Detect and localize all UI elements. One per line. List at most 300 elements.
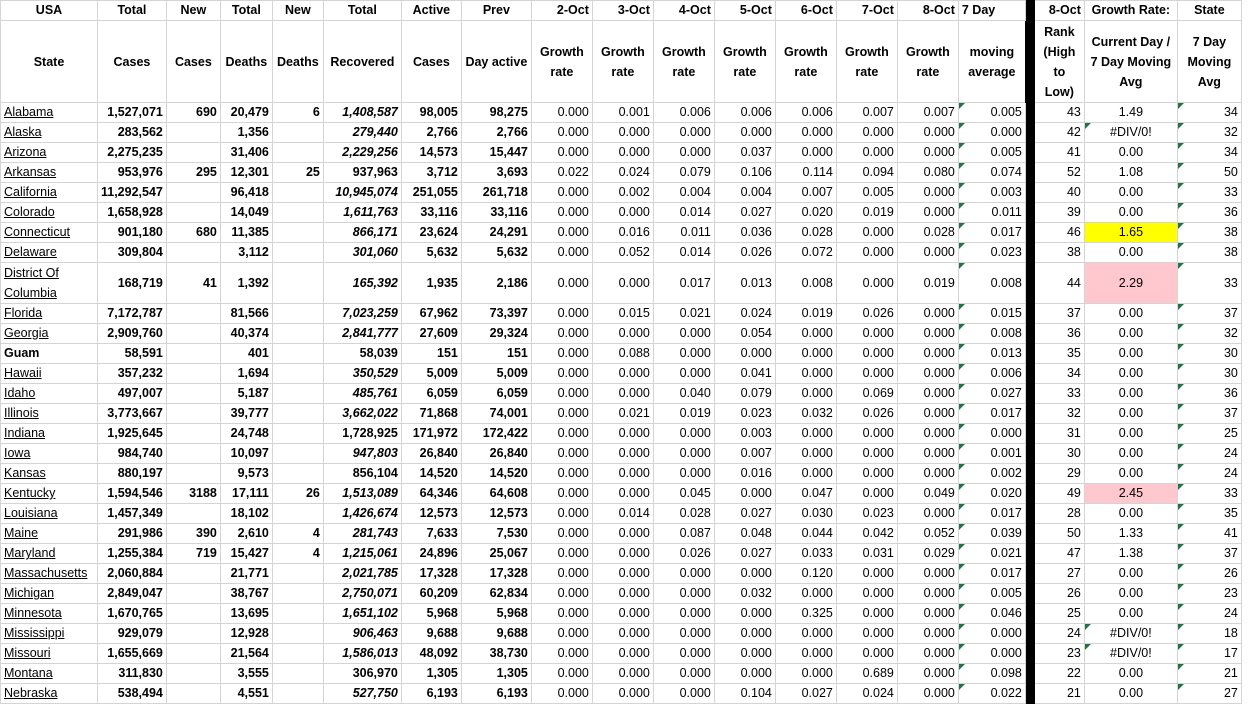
new-cases-cell[interactable]: 41 xyxy=(166,263,220,304)
growth-rate-cell[interactable]: 0.000 xyxy=(714,604,775,624)
growth-rate-cell[interactable]: 0.004 xyxy=(653,183,714,203)
header-cell[interactable]: 7 Day xyxy=(958,1,1025,21)
state-name[interactable]: Maryland xyxy=(4,546,56,560)
new-cases-cell[interactable]: 295 xyxy=(166,163,220,183)
growth-ratio-cell[interactable]: 0.00 xyxy=(1084,143,1177,163)
growth-rate-cell[interactable]: 0.106 xyxy=(714,163,775,183)
rank-cell[interactable]: 42 xyxy=(1034,123,1084,143)
growth-rate-cell[interactable]: 0.023 xyxy=(836,504,897,524)
state-7day-avg-cell[interactable]: 38 xyxy=(1177,223,1241,243)
growth-rate-cell[interactable]: 0.000 xyxy=(897,143,958,163)
growth-rate-cell[interactable]: 0.007 xyxy=(897,103,958,123)
growth-rate-cell[interactable]: 0.000 xyxy=(531,103,592,123)
growth-rate-cell[interactable]: 0.042 xyxy=(836,524,897,544)
total-deaths-cell[interactable]: 3,112 xyxy=(220,243,272,263)
header-cell[interactable]: State xyxy=(1,21,98,103)
recovered-cell[interactable]: 856,104 xyxy=(323,464,401,484)
growth-rate-cell[interactable]: 0.000 xyxy=(897,424,958,444)
state-name[interactable]: Mississippi xyxy=(4,626,65,640)
rank-cell[interactable]: 23 xyxy=(1034,644,1084,664)
state-7day-avg-cell[interactable]: 37 xyxy=(1177,304,1241,324)
growth-rate-cell[interactable]: 0.000 xyxy=(592,684,653,704)
growth-rate-cell[interactable]: 0.027 xyxy=(714,203,775,223)
growth-rate-cell[interactable]: 0.000 xyxy=(592,524,653,544)
growth-rate-cell[interactable]: 0.000 xyxy=(836,564,897,584)
growth-ratio-cell[interactable]: 1.49 xyxy=(1084,103,1177,123)
growth-rate-cell[interactable]: 0.036 xyxy=(714,223,775,243)
header-cell[interactable]: 4-Oct xyxy=(653,1,714,21)
rank-cell[interactable]: 39 xyxy=(1034,203,1084,223)
recovered-cell[interactable]: 281,743 xyxy=(323,524,401,544)
recovered-cell[interactable]: 350,529 xyxy=(323,364,401,384)
rank-cell[interactable]: 44 xyxy=(1034,263,1084,304)
state-link[interactable] xyxy=(1,163,98,183)
new-cases-cell[interactable] xyxy=(166,644,220,664)
state-7day-avg-cell[interactable]: 33 xyxy=(1177,484,1241,504)
growth-rate-cell[interactable]: 0.032 xyxy=(775,404,836,424)
growth-rate-cell[interactable]: 0.002 xyxy=(592,183,653,203)
moving-average-cell[interactable]: 0.039 xyxy=(958,524,1025,544)
new-deaths-cell[interactable]: 4 xyxy=(272,544,323,564)
growth-rate-cell[interactable]: 0.000 xyxy=(897,664,958,684)
header-cell[interactable]: USA xyxy=(1,1,98,21)
growth-rate-cell[interactable]: 0.048 xyxy=(714,524,775,544)
active-cases-cell[interactable]: 14,520 xyxy=(401,464,461,484)
state-link[interactable] xyxy=(1,464,98,484)
growth-rate-cell[interactable]: 0.017 xyxy=(653,263,714,304)
state-7day-avg-cell[interactable]: 21 xyxy=(1177,664,1241,684)
growth-rate-cell[interactable]: 0.019 xyxy=(836,203,897,223)
state-7day-avg-cell[interactable]: 33 xyxy=(1177,263,1241,304)
total-deaths-cell[interactable]: 15,427 xyxy=(220,544,272,564)
growth-rate-cell[interactable]: 0.026 xyxy=(714,243,775,263)
growth-rate-cell[interactable]: 0.006 xyxy=(775,103,836,123)
active-cases-cell[interactable]: 6,059 xyxy=(401,384,461,404)
growth-rate-cell[interactable]: 0.000 xyxy=(653,584,714,604)
prev-day-active-cell[interactable]: 26,840 xyxy=(461,444,531,464)
growth-rate-cell[interactable]: 0.013 xyxy=(714,263,775,304)
state-name[interactable]: California xyxy=(4,185,57,199)
state-7day-avg-cell[interactable]: 34 xyxy=(1177,103,1241,123)
state-link[interactable] xyxy=(1,263,98,304)
growth-ratio-cell[interactable]: 0.00 xyxy=(1084,243,1177,263)
recovered-cell[interactable]: 2,841,777 xyxy=(323,324,401,344)
moving-average-cell[interactable]: 0.003 xyxy=(958,183,1025,203)
rank-cell[interactable]: 47 xyxy=(1034,544,1084,564)
state-7day-avg-cell[interactable]: 32 xyxy=(1177,123,1241,143)
new-deaths-cell[interactable] xyxy=(272,203,323,223)
growth-ratio-cell[interactable]: 1.08 xyxy=(1084,163,1177,183)
state-link[interactable] xyxy=(1,604,98,624)
moving-average-cell[interactable]: 0.020 xyxy=(958,484,1025,504)
growth-rate-cell[interactable]: 0.024 xyxy=(592,163,653,183)
growth-rate-cell[interactable]: 0.000 xyxy=(592,384,653,404)
total-deaths-cell[interactable]: 1,694 xyxy=(220,364,272,384)
growth-ratio-cell[interactable]: 0.00 xyxy=(1084,384,1177,404)
prev-day-active-cell[interactable]: 12,573 xyxy=(461,504,531,524)
growth-rate-cell[interactable]: 0.040 xyxy=(653,384,714,404)
active-cases-cell[interactable]: 1,305 xyxy=(401,664,461,684)
recovered-cell[interactable]: 1,611,763 xyxy=(323,203,401,223)
recovered-cell[interactable]: 1,513,089 xyxy=(323,484,401,504)
growth-rate-cell[interactable]: 0.000 xyxy=(531,584,592,604)
header-cell[interactable]: State xyxy=(1177,1,1241,21)
growth-rate-cell[interactable]: 0.019 xyxy=(897,263,958,304)
growth-rate-cell[interactable]: 0.000 xyxy=(592,424,653,444)
recovered-cell[interactable]: 165,392 xyxy=(323,263,401,304)
total-cases-cell[interactable]: 538,494 xyxy=(98,684,167,704)
moving-average-cell[interactable]: 0.005 xyxy=(958,143,1025,163)
total-deaths-cell[interactable]: 5,187 xyxy=(220,384,272,404)
total-cases-cell[interactable]: 1,527,071 xyxy=(98,103,167,123)
header-cell[interactable]: Growth Rate: xyxy=(1084,1,1177,21)
growth-rate-cell[interactable]: 0.000 xyxy=(531,203,592,223)
state-name[interactable]: Kansas xyxy=(4,466,46,480)
state-name[interactable]: Delaware xyxy=(4,245,57,259)
growth-rate-cell[interactable]: 0.000 xyxy=(653,324,714,344)
active-cases-cell[interactable]: 98,005 xyxy=(401,103,461,123)
total-deaths-cell[interactable]: 24,748 xyxy=(220,424,272,444)
header-cell[interactable]: 3-Oct xyxy=(592,1,653,21)
moving-average-cell[interactable]: 0.000 xyxy=(958,644,1025,664)
moving-average-cell[interactable]: 0.000 xyxy=(958,123,1025,143)
header-cell[interactable]: Growth rate xyxy=(897,21,958,103)
growth-rate-cell[interactable]: 0.000 xyxy=(531,123,592,143)
growth-ratio-cell[interactable]: 0.00 xyxy=(1084,504,1177,524)
growth-rate-cell[interactable]: 0.000 xyxy=(775,624,836,644)
state-name[interactable]: Idaho xyxy=(4,386,36,400)
header-cell[interactable]: New xyxy=(272,1,323,21)
total-cases-cell[interactable]: 309,804 xyxy=(98,243,167,263)
state-name[interactable]: Florida xyxy=(4,306,43,320)
state-link[interactable] xyxy=(1,624,98,644)
growth-rate-cell[interactable]: 0.000 xyxy=(592,203,653,223)
new-cases-cell[interactable] xyxy=(166,424,220,444)
total-cases-cell[interactable]: 2,275,235 xyxy=(98,143,167,163)
total-cases-cell[interactable]: 880,197 xyxy=(98,464,167,484)
total-deaths-cell[interactable]: 20,479 xyxy=(220,103,272,123)
moving-average-cell[interactable]: 0.005 xyxy=(958,584,1025,604)
growth-rate-cell[interactable]: 0.000 xyxy=(653,444,714,464)
growth-rate-cell[interactable]: 0.000 xyxy=(897,504,958,524)
growth-rate-cell[interactable]: 0.000 xyxy=(653,344,714,364)
state-7day-avg-cell[interactable]: 41 xyxy=(1177,524,1241,544)
total-cases-cell[interactable]: 1,457,349 xyxy=(98,504,167,524)
new-deaths-cell[interactable] xyxy=(272,223,323,243)
growth-rate-cell[interactable]: 0.000 xyxy=(897,564,958,584)
rank-cell[interactable]: 28 xyxy=(1034,504,1084,524)
growth-rate-cell[interactable]: 0.000 xyxy=(897,364,958,384)
growth-rate-cell[interactable]: 0.000 xyxy=(592,484,653,504)
moving-average-cell[interactable]: 0.017 xyxy=(958,223,1025,243)
state-link[interactable] xyxy=(1,223,98,243)
new-cases-cell[interactable] xyxy=(166,364,220,384)
header-cell[interactable]: 8-Oct xyxy=(897,1,958,21)
growth-rate-cell[interactable]: 0.088 xyxy=(592,344,653,364)
new-cases-cell[interactable] xyxy=(166,324,220,344)
state-name[interactable]: Colorado xyxy=(4,205,55,219)
growth-rate-cell[interactable]: 0.026 xyxy=(836,404,897,424)
header-cell[interactable]: 7-Oct xyxy=(836,1,897,21)
growth-ratio-cell[interactable]: 0.00 xyxy=(1084,404,1177,424)
growth-rate-cell[interactable]: 0.024 xyxy=(836,684,897,704)
growth-rate-cell[interactable]: 0.000 xyxy=(897,123,958,143)
state-name[interactable]: Arizona xyxy=(4,145,47,159)
total-deaths-cell[interactable]: 12,301 xyxy=(220,163,272,183)
growth-rate-cell[interactable]: 0.007 xyxy=(775,183,836,203)
state-link[interactable] xyxy=(1,243,98,263)
rank-cell[interactable]: 49 xyxy=(1034,484,1084,504)
recovered-cell[interactable]: 2,750,071 xyxy=(323,584,401,604)
growth-rate-cell[interactable]: 0.000 xyxy=(592,143,653,163)
new-deaths-cell[interactable] xyxy=(272,344,323,364)
header-cell[interactable]: Growth rate xyxy=(592,21,653,103)
header-cell[interactable]: Growth rate xyxy=(714,21,775,103)
new-cases-cell[interactable] xyxy=(166,404,220,424)
growth-rate-cell[interactable]: 0.000 xyxy=(775,344,836,364)
growth-rate-cell[interactable]: 0.000 xyxy=(653,364,714,384)
growth-rate-cell[interactable]: 0.000 xyxy=(836,484,897,504)
state-7day-avg-cell[interactable]: 30 xyxy=(1177,344,1241,364)
state-7day-avg-cell[interactable]: 18 xyxy=(1177,624,1241,644)
growth-rate-cell[interactable]: 0.052 xyxy=(897,524,958,544)
moving-average-cell[interactable]: 0.023 xyxy=(958,243,1025,263)
growth-rate-cell[interactable]: 0.000 xyxy=(836,223,897,243)
state-name[interactable]: Iowa xyxy=(4,446,31,460)
growth-rate-cell[interactable]: 0.000 xyxy=(531,504,592,524)
state-name[interactable]: Kentucky xyxy=(4,486,56,500)
growth-rate-cell[interactable]: 0.000 xyxy=(897,644,958,664)
rank-cell[interactable]: 33 xyxy=(1034,384,1084,404)
growth-rate-cell[interactable]: 0.047 xyxy=(775,484,836,504)
growth-rate-cell[interactable]: 0.000 xyxy=(592,584,653,604)
moving-average-cell[interactable]: 0.017 xyxy=(958,504,1025,524)
rank-cell[interactable]: 25 xyxy=(1034,604,1084,624)
state-link[interactable] xyxy=(1,564,98,584)
growth-rate-cell[interactable]: 0.000 xyxy=(592,604,653,624)
header-cell[interactable]: Growth rate xyxy=(836,21,897,103)
growth-rate-cell[interactable]: 0.021 xyxy=(592,404,653,424)
active-cases-cell[interactable]: 64,346 xyxy=(401,484,461,504)
new-cases-cell[interactable] xyxy=(166,304,220,324)
header-cell[interactable]: Prev xyxy=(461,1,531,21)
growth-rate-cell[interactable]: 0.000 xyxy=(592,624,653,644)
active-cases-cell[interactable]: 71,868 xyxy=(401,404,461,424)
header-cell[interactable]: Total xyxy=(98,1,167,21)
active-cases-cell[interactable]: 24,896 xyxy=(401,544,461,564)
recovered-cell[interactable]: 866,171 xyxy=(323,223,401,243)
prev-day-active-cell[interactable]: 6,193 xyxy=(461,684,531,704)
header-cell[interactable]: Recovered xyxy=(323,21,401,103)
total-cases-cell[interactable]: 1,255,384 xyxy=(98,544,167,564)
growth-rate-cell[interactable]: 0.000 xyxy=(836,143,897,163)
total-deaths-cell[interactable]: 4,551 xyxy=(220,684,272,704)
growth-rate-cell[interactable]: 0.000 xyxy=(897,624,958,644)
total-cases-cell[interactable]: 1,925,645 xyxy=(98,424,167,444)
growth-rate-cell[interactable]: 0.072 xyxy=(775,243,836,263)
rank-cell[interactable]: 30 xyxy=(1034,444,1084,464)
active-cases-cell[interactable]: 251,055 xyxy=(401,183,461,203)
state-7day-avg-cell[interactable]: 24 xyxy=(1177,444,1241,464)
new-cases-cell[interactable] xyxy=(166,584,220,604)
prev-day-active-cell[interactable]: 5,968 xyxy=(461,604,531,624)
state-7day-avg-cell[interactable]: 38 xyxy=(1177,243,1241,263)
growth-rate-cell[interactable]: 0.001 xyxy=(592,103,653,123)
new-deaths-cell[interactable] xyxy=(272,404,323,424)
new-deaths-cell[interactable] xyxy=(272,183,323,203)
rank-cell[interactable]: 24 xyxy=(1034,624,1084,644)
growth-rate-cell[interactable]: 0.022 xyxy=(531,163,592,183)
growth-rate-cell[interactable]: 0.000 xyxy=(897,384,958,404)
growth-rate-cell[interactable]: 0.000 xyxy=(836,604,897,624)
new-deaths-cell[interactable]: 25 xyxy=(272,163,323,183)
prev-day-active-cell[interactable]: 261,718 xyxy=(461,183,531,203)
growth-rate-cell[interactable]: 0.000 xyxy=(897,584,958,604)
recovered-cell[interactable]: 3,662,022 xyxy=(323,404,401,424)
growth-rate-cell[interactable]: 0.007 xyxy=(714,444,775,464)
header-cell[interactable]: 7 Day Moving Avg xyxy=(1177,21,1241,103)
prev-day-active-cell[interactable]: 5,632 xyxy=(461,243,531,263)
state-name[interactable]: Missouri xyxy=(4,646,51,660)
state-name[interactable]: Alabama xyxy=(4,105,54,119)
growth-rate-cell[interactable]: 0.000 xyxy=(653,624,714,644)
total-deaths-cell[interactable]: 9,573 xyxy=(220,464,272,484)
new-cases-cell[interactable] xyxy=(166,624,220,644)
prev-day-active-cell[interactable]: 2,766 xyxy=(461,123,531,143)
prev-day-active-cell[interactable]: 73,397 xyxy=(461,304,531,324)
growth-rate-cell[interactable]: 0.000 xyxy=(897,203,958,223)
growth-rate-cell[interactable]: 0.024 xyxy=(714,304,775,324)
growth-rate-cell[interactable]: 0.000 xyxy=(592,544,653,564)
prev-day-active-cell[interactable]: 17,328 xyxy=(461,564,531,584)
state-name[interactable]: Hawaii xyxy=(4,366,42,380)
state-name[interactable]: Indiana xyxy=(4,426,46,440)
rank-cell[interactable]: 38 xyxy=(1034,243,1084,263)
active-cases-cell[interactable]: 27,609 xyxy=(401,324,461,344)
growth-rate-cell[interactable]: 0.000 xyxy=(775,324,836,344)
growth-rate-cell[interactable]: 0.000 xyxy=(775,584,836,604)
prev-day-active-cell[interactable]: 5,009 xyxy=(461,364,531,384)
new-deaths-cell[interactable] xyxy=(272,684,323,704)
new-cases-cell[interactable] xyxy=(166,664,220,684)
new-deaths-cell[interactable] xyxy=(272,324,323,344)
growth-rate-cell[interactable]: 0.000 xyxy=(836,364,897,384)
header-cell[interactable]: Current Day / 7 Day Moving Avg xyxy=(1084,21,1177,103)
growth-rate-cell[interactable]: 0.015 xyxy=(592,304,653,324)
growth-rate-cell[interactable]: 0.000 xyxy=(531,364,592,384)
rank-cell[interactable]: 40 xyxy=(1034,183,1084,203)
active-cases-cell[interactable]: 9,688 xyxy=(401,624,461,644)
moving-average-cell[interactable]: 0.000 xyxy=(958,624,1025,644)
growth-ratio-cell[interactable]: #DIV/0! xyxy=(1084,123,1177,143)
moving-average-cell[interactable]: 0.000 xyxy=(958,424,1025,444)
active-cases-cell[interactable]: 7,633 xyxy=(401,524,461,544)
header-cell[interactable]: Total xyxy=(323,1,401,21)
header-cell[interactable]: New xyxy=(166,1,220,21)
growth-rate-cell[interactable]: 0.000 xyxy=(592,444,653,464)
new-deaths-cell[interactable] xyxy=(272,143,323,163)
growth-rate-cell[interactable]: 0.029 xyxy=(897,544,958,564)
growth-ratio-cell[interactable]: 1.38 xyxy=(1084,544,1177,564)
rank-cell[interactable]: 22 xyxy=(1034,664,1084,684)
total-cases-cell[interactable]: 283,562 xyxy=(98,123,167,143)
prev-day-active-cell[interactable]: 3,693 xyxy=(461,163,531,183)
new-deaths-cell[interactable] xyxy=(272,123,323,143)
growth-rate-cell[interactable]: 0.019 xyxy=(653,404,714,424)
growth-rate-cell[interactable]: 0.000 xyxy=(897,243,958,263)
new-deaths-cell[interactable] xyxy=(272,564,323,584)
active-cases-cell[interactable]: 14,573 xyxy=(401,143,461,163)
growth-rate-cell[interactable]: 0.000 xyxy=(531,223,592,243)
new-cases-cell[interactable] xyxy=(166,344,220,364)
state-7day-avg-cell[interactable]: 27 xyxy=(1177,684,1241,704)
state-link[interactable] xyxy=(1,103,98,123)
growth-rate-cell[interactable]: 0.000 xyxy=(531,324,592,344)
growth-rate-cell[interactable]: 0.014 xyxy=(653,243,714,263)
growth-rate-cell[interactable]: 0.000 xyxy=(653,564,714,584)
growth-rate-cell[interactable]: 0.000 xyxy=(836,263,897,304)
state-7day-avg-cell[interactable]: 35 xyxy=(1177,504,1241,524)
moving-average-cell[interactable]: 0.008 xyxy=(958,324,1025,344)
active-cases-cell[interactable]: 2,766 xyxy=(401,123,461,143)
header-cell[interactable]: Growth rate xyxy=(531,21,592,103)
total-deaths-cell[interactable]: 96,418 xyxy=(220,183,272,203)
growth-rate-cell[interactable]: 0.000 xyxy=(836,123,897,143)
total-deaths-cell[interactable]: 31,406 xyxy=(220,143,272,163)
growth-rate-cell[interactable]: 0.000 xyxy=(531,484,592,504)
header-cell[interactable]: Total xyxy=(220,1,272,21)
growth-rate-cell[interactable]: 0.000 xyxy=(897,304,958,324)
prev-day-active-cell[interactable]: 1,305 xyxy=(461,664,531,684)
header-cell[interactable]: Deaths xyxy=(272,21,323,103)
growth-rate-cell[interactable]: 0.019 xyxy=(775,304,836,324)
growth-rate-cell[interactable]: 0.000 xyxy=(836,424,897,444)
active-cases-cell[interactable]: 151 xyxy=(401,344,461,364)
growth-ratio-cell[interactable]: 0.00 xyxy=(1084,364,1177,384)
total-deaths-cell[interactable]: 401 xyxy=(220,344,272,364)
growth-ratio-cell[interactable]: 0.00 xyxy=(1084,444,1177,464)
new-cases-cell[interactable] xyxy=(166,444,220,464)
recovered-cell[interactable]: 301,060 xyxy=(323,243,401,263)
rank-cell[interactable]: 32 xyxy=(1034,404,1084,424)
state-link[interactable] xyxy=(1,424,98,444)
new-deaths-cell[interactable] xyxy=(272,624,323,644)
growth-rate-cell[interactable]: 0.325 xyxy=(775,604,836,624)
state-name[interactable]: District Of Columbia xyxy=(4,266,59,300)
total-cases-cell[interactable]: 7,172,787 xyxy=(98,304,167,324)
total-deaths-cell[interactable]: 13,695 xyxy=(220,604,272,624)
growth-ratio-cell[interactable]: 0.00 xyxy=(1084,203,1177,223)
growth-rate-cell[interactable]: 0.000 xyxy=(897,684,958,704)
growth-ratio-cell[interactable]: 0.00 xyxy=(1084,664,1177,684)
recovered-cell[interactable]: 1,586,013 xyxy=(323,644,401,664)
growth-rate-cell[interactable]: 0.079 xyxy=(714,384,775,404)
state-link[interactable] xyxy=(1,504,98,524)
total-cases-cell[interactable]: 58,591 xyxy=(98,344,167,364)
rank-cell[interactable]: 36 xyxy=(1034,324,1084,344)
recovered-cell[interactable]: 1,408,587 xyxy=(323,103,401,123)
state-name[interactable]: Arkansas xyxy=(4,165,57,179)
total-deaths-cell[interactable]: 3,555 xyxy=(220,664,272,684)
new-cases-cell[interactable] xyxy=(166,183,220,203)
state-7day-avg-cell[interactable]: 23 xyxy=(1177,584,1241,604)
growth-rate-cell[interactable]: 0.069 xyxy=(836,384,897,404)
growth-rate-cell[interactable]: 0.000 xyxy=(531,404,592,424)
recovered-cell[interactable]: 279,440 xyxy=(323,123,401,143)
growth-rate-cell[interactable]: 0.094 xyxy=(836,163,897,183)
growth-rate-cell[interactable]: 0.000 xyxy=(531,684,592,704)
new-cases-cell[interactable] xyxy=(166,684,220,704)
